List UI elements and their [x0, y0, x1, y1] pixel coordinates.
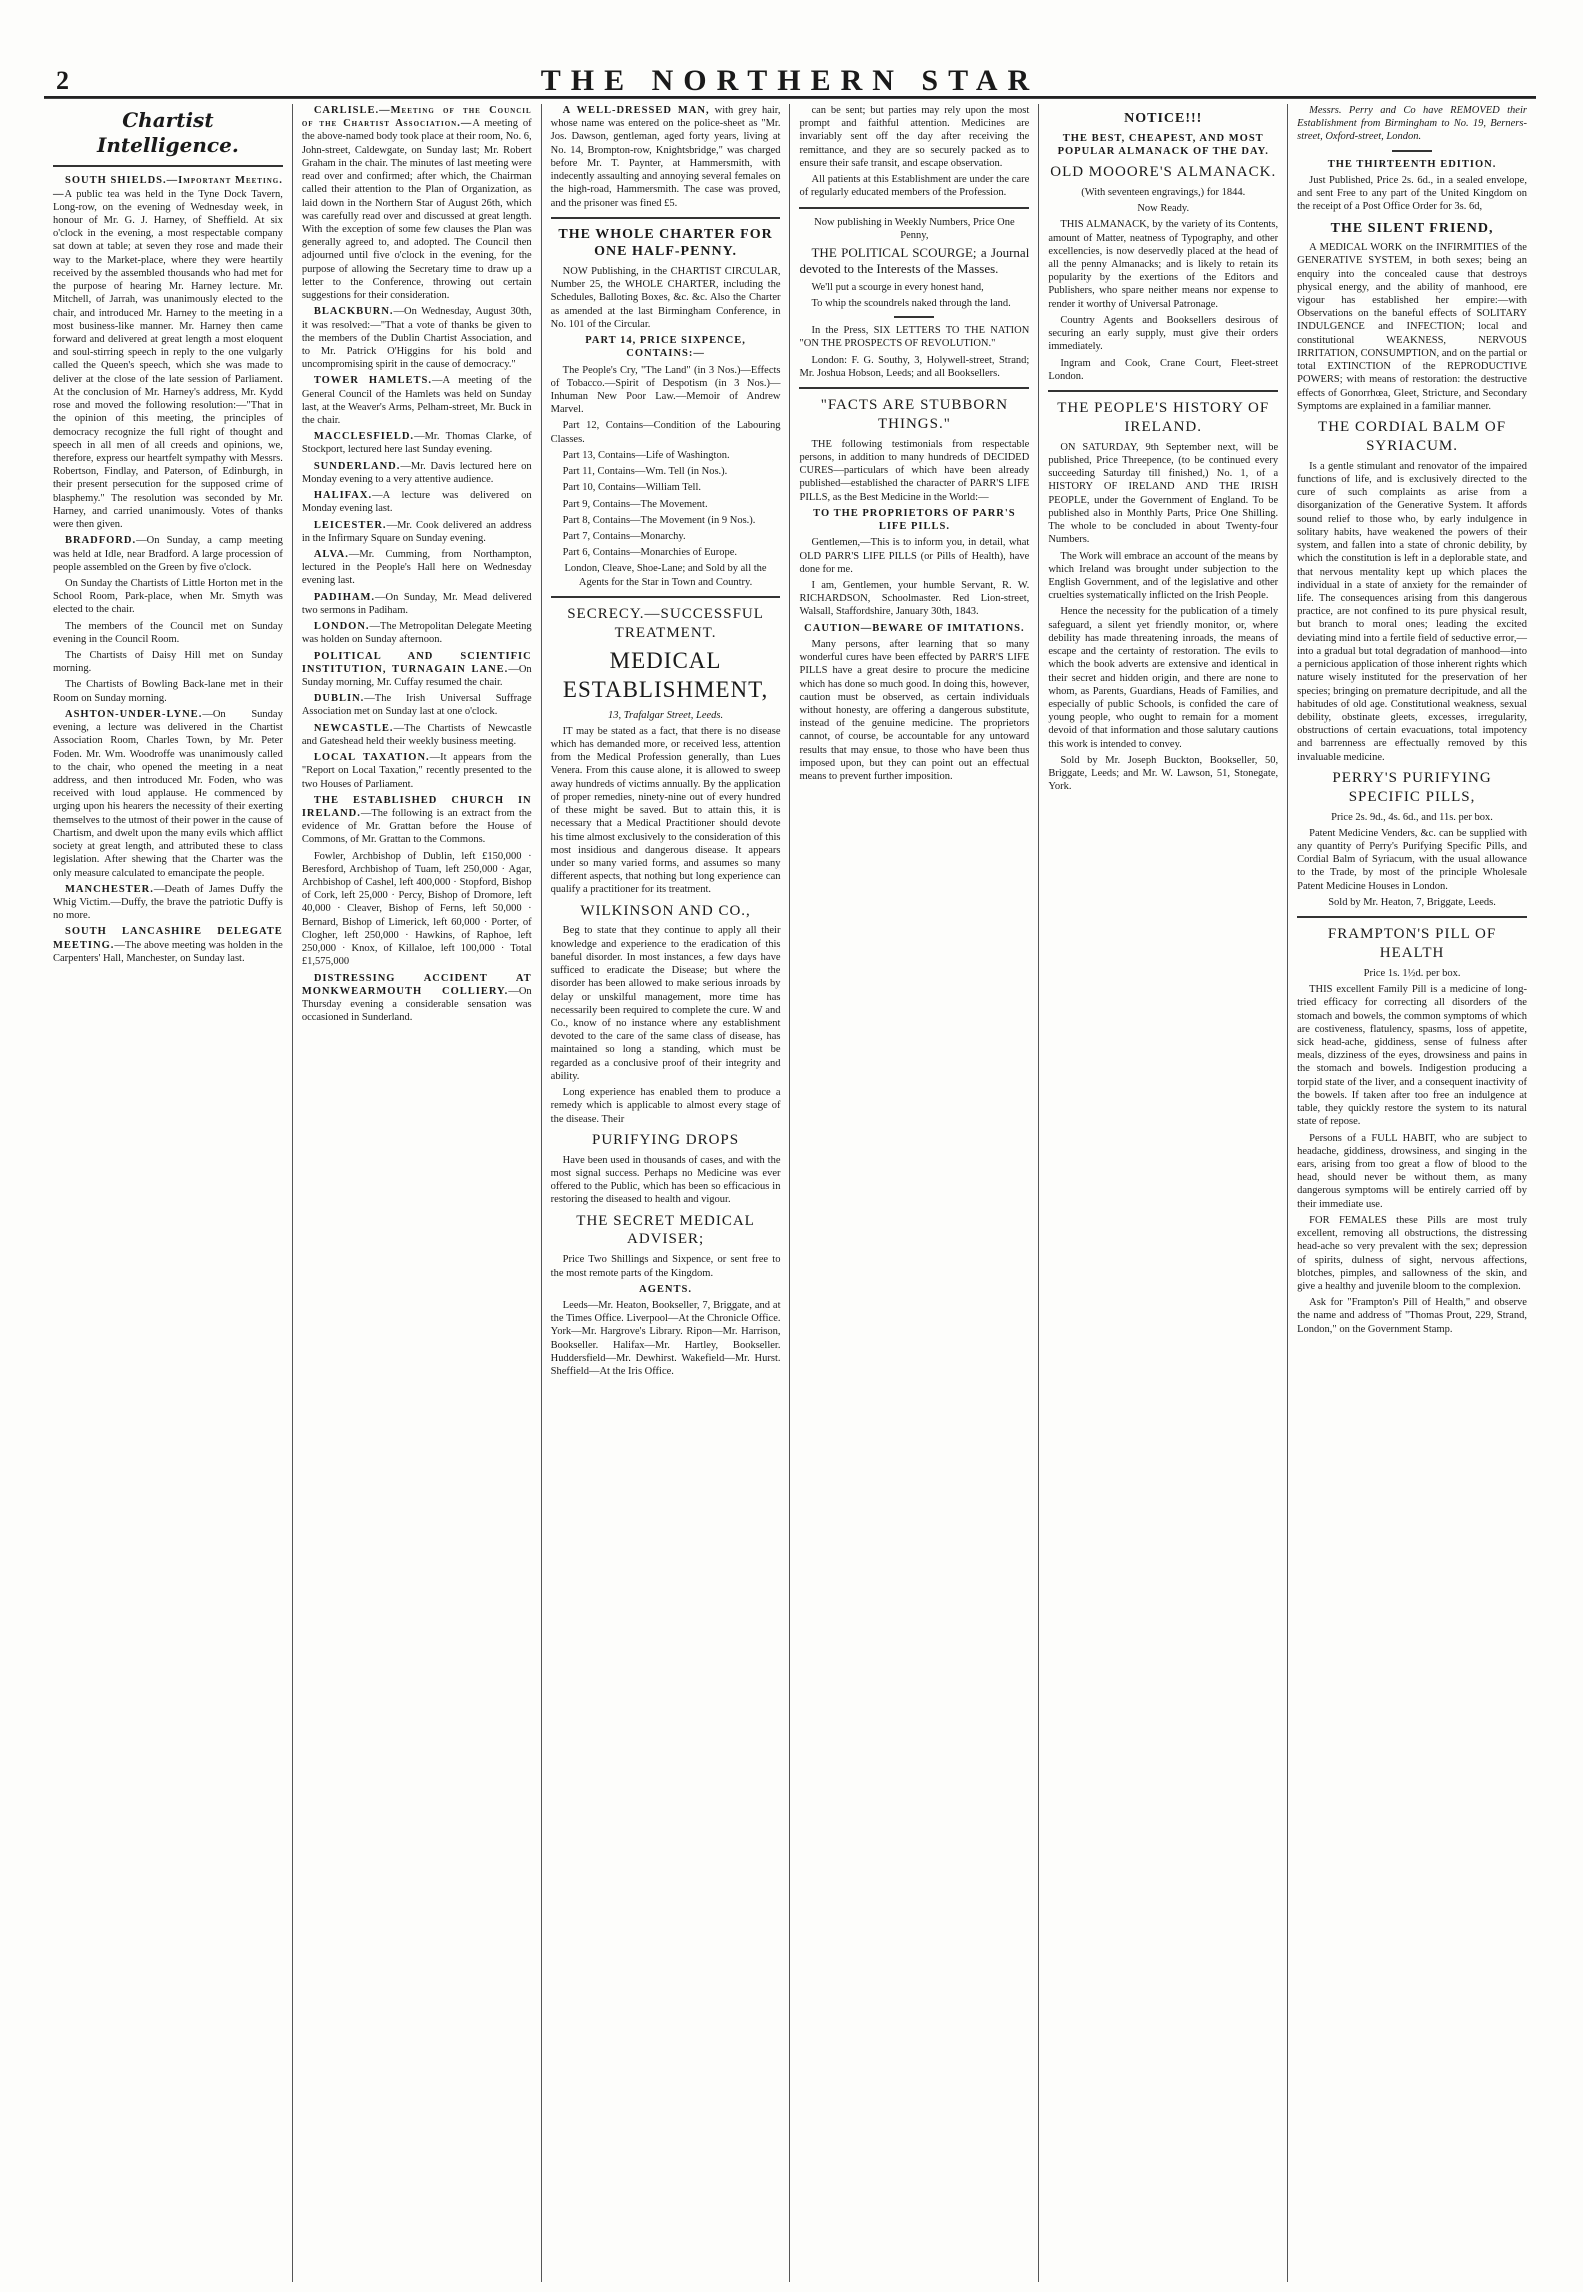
published-note: Just Published, Price 2s. 6d., in a sealed envelope, and sent Free to any part of the United Kingdom on the receipt of a Post Office Order for 3s. 6d,: [1297, 174, 1527, 213]
bishops-table: Fowler, Archbishop of Dublin, left £150,000 · Beresford, Archbishop of Tuam, left 250,000 · Agar, Archbishop of Cashel, left 400,000 · Stopford, Bishop of Cork, left 25,000 · Percy, Bishop of Dromore, left 40,000 · Cleaver, Bishop of Ferns, left 50,000 · Bernard, Bishop of Limerick, left 60,000 · Porter, of Clogher, left 250,000 · Hawkins, of Raphoe, left 250,000 · Knox, of Killaloe, left 100,000 · Total £1,575,000: [301, 850, 532, 968]
medical-kicker: SECRECY.—SUCCESSFUL TREATMENT.: [567, 605, 764, 641]
parr-caution: Many persons, after learning that so many wonderful cures have been effected by PARR'S LIFE PILLS have a great desire to procure the medicine which has done so much good. In doing this, however, caution must be observed, as certain individuals without honesty, are offering a dangerous substitute, instead of the genuine medicine. The proprietors cannot, of course, be accountable for any untoward results that may ensue, to those who have been thus imposed upon, but they can point out an effectual means to prevent further imposition.: [799, 638, 1030, 783]
article-council: The members of the Council met on Sunday evening in the Council Room.: [53, 620, 283, 645]
adviser-heading: THE SECRET MEDICAL ADVISER;: [576, 1212, 755, 1248]
newspaper-page: [44, 0, 1536, 2292]
charter-part: Part 6, Contains—Monarchies of Europe.: [562, 547, 738, 559]
article-carlisle: CARLISLE.—Meeting of the Council of the Chartist Association.—A meeting of the above-named body took place at their room, No. 6, John-street, Caldewgate, on Sunday last; Mr. Robert Graham in the chair. The minutes of last meeting were read over and confirmed; after which, the Chairman called their attention to the Plan of Organization, as laid down in the Northern Star of August 26th, which was carefully read over and discussed at great length. With the exception of some few clauses the Plan was generally agreed to, and adopted. The Council then adjourned until five o'clock in the evening, for the purpose of allowing the Secretary time to draw up a letter to the Conference, throwing out certain suggestions for their consideration.: [301, 105, 532, 302]
column-5: [1038, 104, 1287, 2282]
divider: [1392, 150, 1432, 152]
charter-part: Part 11, Contains—Wm. Tell (in Nos.).: [562, 466, 728, 478]
publishers: Sold by Mr. Joseph Buckton, Bookseller, 50, Briggate, Leeds; and Mr. W. Lawson, 51, Stonegate, York.: [1048, 754, 1279, 793]
article-halifax: HALIFAX.—A lecture was delivered on Monday evening last.: [301, 490, 532, 515]
article-monkwearmouth: DISTRESSING ACCIDENT AT MONKWEARMOUTH COLLIERY.—On Thursday evening a considerable sensation was occasioned in Sunderland.: [301, 972, 532, 1024]
article-newcastle: NEWCASTLE.—The Chartists of Newcastle and Gateshead held their weekly business meeting.: [301, 722, 532, 747]
silent-friend-excerpt: Hence the necessity for the publication of a timely safeguard, a silent yet friendly monitor, or, where debility has made threatening inroads, the means of escape and the certainty of restoration. The evils to which the book adverts are extensive and identical in their secret and hidden origin, and there are none to whom, as Parents, Guardians, Heads of Families, and especially of public Schools, is confided the care of young people, who ought to remain for a moment devoid of that information and those salutary cautions this work is intended to convey.: [1048, 606, 1279, 750]
frampton-body: THIS excellent Family Pill is a medicine of long-tried efficacy for correcting all disorders of the stomach and bowels, the common symptoms of which are costiveness, flatulency, spasms, loss of appetite, sick head-ache, giddiness, sense of fulness after meals, dizziness of the eyes, drowsiness and pains in the stomach and bowels. Indigestion producing a torpid state of the liver, and a consequent inactivity of the bowels. If taken after too free an indulgence at table, they quickly restore the system to its natural state of repose.: [1297, 984, 1527, 1128]
article-london: LONDON.—The Metropolitan Delegate Meeting was holden on Sunday afternoon.: [301, 621, 532, 646]
article-sunderland: SUNDERLAND.—Mr. Davis lectured here on Monday evening to a very attentive audience.: [301, 460, 532, 485]
charter-part-label: PART 14, PRICE SIXPENCE, CONTAINS:—: [585, 335, 746, 360]
masthead-rule: [44, 96, 1536, 99]
ireland-body-2: The Work will embrace an account of the means by which Ireland was brought under subjection to the English Government, and of the legislative and other cruelties systematically inflicted on the Irish People.: [1048, 550, 1279, 602]
column-3: [541, 104, 790, 2282]
parr-intro: THE following testimonials from respectable persons, in addition to many hundreds of DECIDED CURES—particulars of which have been already published—established the character of PARR'S LIFE PILLS, as the Best Medicine in the World:—: [799, 438, 1030, 503]
divider: [53, 165, 283, 167]
column-1: [44, 104, 292, 2282]
almanack-body: THIS ALMANACK, by the variety of its Contents, amount of Matter, neatness of Typography, and other excellencies, is now deservedly placed at the head of all the penny Almanacks; and is likely to retain its popularity by the exertions of the Editors and Publishers, who spare neither means nor expense to render it worthy of Universal Patronage.: [1048, 219, 1279, 310]
article-blackburn: BLACKBURN.—On Wednesday, August 30th, it was resolved:—"That a vote of thanks be given to the members of the Dublin Chartist Association, and to Mr. Patrick O'Higgins for his bold and uncompromising spirit in the cause of democracy.": [301, 306, 532, 371]
article-church-ireland: THE ESTABLISHED CHURCH IN IRELAND.—The following is an extract from the evidence of Mr. Grattan before the House of Commons, of Mr. Grattan to the Commons.: [301, 794, 532, 846]
column-2: [292, 104, 541, 2282]
divider: [551, 596, 781, 598]
almanack-publisher: Ingram and Cook, Crane Court, Fleet-street London.: [1048, 357, 1279, 382]
divider: [551, 217, 781, 219]
divider: [1048, 390, 1278, 392]
parr-heading: "FACTS ARE STUBBORN THINGS.": [820, 397, 1009, 432]
medical-heading: MEDICAL ESTABLISHMENT,: [562, 647, 769, 702]
article-ashton: ASHTON-UNDER-LYNE.—On Sunday evening, a lecture was delivered in the Chartist Association Room, Charles Town, by Mr. Peter Foden. Mr. Wm. Woodroffe was unanimously called to the chair, who opened the meeting in a neat address, and then introduced Mr. Foden, who was received with loud applause. He commenced by urging upon his hearers the necessity of their exerting themselves to the utmost of their power in the cause of Chartism, and dwelt upon the many evils which afflict society at great length, and attributed these to class legislation. After shewing that the Charter was the only measure calculated to emancipate the people.: [53, 708, 283, 879]
charter-part: Part 9, Contains—The Movement.: [562, 498, 708, 510]
scourge-intro: Now publishing in Weekly Numbers, Price One Penny,: [814, 216, 1015, 241]
article-well-dressed-man: A WELL-DRESSED MAN, with grey hair, whose name was entered on the police-sheet as "Mr. Jos. Dawson, gentleman, aged forty years, living at No. 14, Brompton-row, Knightsbridge," was charged before Mr. T. Paynter, at Hammersmith, with indecently assaulting and annoying several females on the high-road, Hammersmith. The case was proved, and the prisoner was fined £5.: [550, 105, 781, 209]
scourge-heading: THE POLITICAL SCOURGE; a Journal devoted to the Interests of the Masses.: [799, 244, 1030, 277]
article-leicester: LEICESTER.—Mr. Cook delivered an address in the Infirmary Square on Sunday evening.: [301, 519, 532, 544]
frampton-heading: FRAMPTON'S PILL OF HEALTH: [1327, 926, 1497, 962]
parr-letter: Gentlemen,—This is to inform you, in detail, what OLD PARR'S LIFE PILLS (or Pills of Health), have done for me.: [799, 537, 1030, 575]
charter-part: Part 12, Contains—Condition of the Labouring Classes.: [550, 420, 781, 445]
scourge-verse-1: We'll put a scourge in every honest hand,: [811, 281, 984, 293]
frampton-price: Price 1s. 1½d. per box.: [1363, 967, 1461, 979]
column-4: [789, 104, 1038, 2282]
specific-heading: PERRY'S PURIFYING SPECIFIC PILLS,: [1332, 769, 1492, 805]
article-local-taxation: LOCAL TAXATION.—It appears from the "Report on Local Taxation," recently presented to the two Houses of Parliament.: [301, 752, 532, 790]
divider: [799, 387, 1029, 389]
agents-list: Leeds—Mr. Heaton, Bookseller, 7, Briggate, and at the Times Office. Liverpool—At the Chronicle Office. York—Mr. Hargrove's Library. Ripon—Mr. Harrison, Bookseller. Halifax—Mr. Hartley, Bookseller. Huddersfield—Mr. Dewhirst. Wakefield—Mr. Hurst. Sheffield—At the Iris Office.: [550, 1299, 781, 1378]
cordial-heading: THE CORDIAL BALM OF SYRIACUM.: [1318, 419, 1507, 454]
section-heading: Chartist Intelligence.: [97, 108, 239, 158]
charter-ad-heading: THE WHOLE CHARTER FOR ONE HALF-PENNY.: [558, 226, 773, 260]
cordial-body: Is a gentle stimulant and renovator of the impaired functions of life, and is exclusively directed to the cure of such complaints as arise from a disorganization of the Generative System. It affords sound relief to those who, by early indulgence in solitary habits, have weakened the powers of their system, and fallen into a state of chronic debility, by which the constitution is left in a deplorable state, and that nervous mentality kept up which places the individual in a state of anxiety for the remainder of life. The consequences arising from this dangerous practice, are not confined to its pure physical result, but branch to moral ones; leading the excited deviating mind into a fertile field of seductive error,—into a gradual but total degradation of manhood—into a pernicious application of those inherent rights which nature wisely instituted for the preservation of her species; bringing on premature decripitude, and all the habitudes of old age. Constitutional weakness, sexual debility, obstinate gleets, excesses, irregularity, obstructions of certain evacuations, total impotency and barrenness are effectually removed by this invaluable medicine.: [1297, 460, 1527, 763]
adviser-body: Price Two Shillings and Sixpence, or sent free to the most remote parts of the Kingdom.: [550, 1254, 781, 1279]
charter-part: Part 7, Contains—Monarchy.: [562, 530, 686, 542]
notice-heading: NOTICE!!!: [1124, 111, 1203, 126]
newspaper-title: THE NORTHERN STAR: [540, 64, 1040, 97]
page-number: 2: [56, 66, 69, 95]
article-macclesfield: MACCLESFIELD.—Mr. Thomas Clarke, of Stockport, lectured here last Sunday evening.: [301, 431, 532, 456]
medical-body-2: Beg to state that they continue to apply all their knowledge and experience to the eradication of this baneful disorder. In most instances, a few days have sufficed to eradicate the Disease; but where the disorder has been allowed to make serious inroads by delay or unskilful management, more time has necessarily been required to complete the cure. W and Co., know of no instance where any establishment devoted to the care of the same class of disease, has maintained so long a standing, which must be regarded as a conclusive proof of their integrity and ability.: [550, 925, 781, 1082]
scourge-address: London: F. G. Southy, 3, Holywell-street, Strand; Mr. Joshua Hobson, Leeds; and all Booksellers.: [799, 354, 1030, 379]
article-alva: ALVA.—Mr. Cumming, from Northampton, lectured in the People's Hall here on Wednesday evening last.: [301, 549, 532, 587]
charter-part: Part 8, Contains—The Movement (in 9 Nos.).: [562, 514, 756, 526]
medical-body: IT may be stated as a fact, that there is no disease which has demanded more, or received less, attention from the Medical Profession generally, than Lues Venera. From this cause alone, it is allowed to sweep away hundreds of victims annually. By the application of proper remedies, ninety-nine out of every hundred of these might be saved. But to attain this, it is necessary that a Medical Practitioner should devote his time almost exclusively to the consideration of this most insidious and dangerous disease. It appears under so many varied forms, and assumes so many different aspects, that nothing but long experience can qualify a practitioner for its treatment.: [550, 725, 781, 896]
parr-caution-heading: CAUTION—BEWARE OF IMITATIONS.: [804, 622, 1025, 634]
drops-body: Have been used in thousands of cases, and with the most signal success. Perhaps no Medicine was ever offered to the Public, which has been so efficacious in restoring the diseased to health and vigour.: [550, 1154, 781, 1206]
charter-ad-body: NOW Publishing, in the CHARTIST CIRCULAR, Number 25, the WHOLE CHARTER, including the Schedules, Balloting Boxes, &c. &c. Also the Charter as amended at the last Birmingham Conference, in No. 101 of the Circular.: [550, 266, 781, 330]
article-daisy-hill: The Chartists of Daisy Hill met on Sunday morning.: [53, 650, 283, 675]
medical-continued-2: All patients at this Establishment are under the care of regularly educated members of the Profession.: [799, 174, 1030, 199]
almanack-agents: Country Agents and Booksellers desirous of securing an early supply, must give their orders immediately.: [1048, 314, 1279, 353]
charter-part-text: The People's Cry, "The Land" (in 3 Nos.)—Effects of Tobacco.—Spirit of Despotism (in 3 Nos.)—Inhuman New Poor Law.—Memoir of Andrew Marvel.: [550, 364, 781, 416]
parr-to-label: TO THE PROPRIETORS OF PARR'S LIFE PILLS.: [813, 507, 1016, 533]
divider: [799, 207, 1029, 209]
article-manchester: MANCHESTER.—Death of James Duffy the Whig Victim.—Duffy, the brave the patriotic Duffy is no more.: [53, 883, 283, 922]
almanack-subtitle: (With seventeen engravings,) for 1844.: [1081, 186, 1246, 198]
frampton-full-habit: Persons of a FULL HABIT, who are subject to headache, giddiness, drowsiness, and singing in the ears, arising from too great a flow of blood to the head, should never be without them, as many dangerous symptoms will be entirely carried off by their immediate use.: [1297, 1132, 1527, 1210]
scourge-press: In the Press, SIX LETTERS TO THE NATION "ON THE PROSPECTS OF REVOLUTION.": [799, 325, 1030, 350]
divider: [1297, 916, 1527, 918]
column-6: [1287, 104, 1536, 2282]
article-tower-hamlets: TOWER HAMLETS.—A meeting of the General Council of the Hamlets was held on Sunday last, at the Weaver's Arms, Pelham-street, Mr. Buck in the chair.: [301, 375, 532, 427]
article-south-shields: SOUTH SHIELDS.—Important Meeting.—A public tea was held in the Tyne Dock Tavern, Long-row, on the evening of Wednesday week, in honour of Mr. G. J. Harney, of Sheffield. At six o'clock in the evening, a most respectable company sat down at table; at seven they rose and made their way to the Market-place, where they were heartily received by the assembled thousands who had met for the purpose of hearing Mr. Harney lecture. Mr. Mitchell, of Jarrah, was unanimously elected to the chair, and introduced Mr. Harney to the meeting in a most business-like manner. Mr. Harney then came forward and delivered at great length a most eloquent and soul-stirring speech in reply to the one vulgarly called the Queen's speech, which she was made to deliver at the close of the late session of Parliament. At the conclusion of Mr. Harney's address, Mr. Kydd rose and moved the following resolution:—"That in the opinion of this meeting, the principles of democracy recognize the full right of thought and speech in all men of all creeds and opinions, we, therefore, express our heartfelt sympathy with Messrs. Robertson, Findlay, and Paterson, of Edinburgh, in their present persecution for the supposed crime of blasphemy." The resolution was seconded by Mr. Harney, and carried unanimously. Votes of thanks were then given.: [53, 175, 283, 531]
article-bradford: BRADFORD.—On Sunday, a camp meeting was held at Idle, near Bradford. A large procession of people assembled on the Green by five o'clock.: [53, 535, 283, 573]
almanack-title: OLD MOOORE'S ALMANACK.: [1050, 164, 1277, 181]
divider: [894, 316, 934, 318]
medical-firm: WILKINSON AND CO.,: [580, 902, 751, 919]
wholesale-note: Patent Medicine Venders, &c. can be supplied with any quantity of Perry's Purifying Specific Pills, and Cordial Balm of Syriacum, with the usual allowance to the Trade, by most of the principle Wholesale Patent Medicine Houses in London.: [1297, 827, 1527, 892]
ireland-heading: THE PEOPLE'S HISTORY OF IRELAND.: [1057, 400, 1270, 435]
frampton-closing: Ask for "Frampton's Pill of Health," and observe the name and address of "Thomas Prout, 229, Strand, London," on the Government Stamp.: [1297, 1297, 1527, 1335]
notice-kicker: THE BEST, CHEAPEST, AND MOST POPULAR ALMANACK OF THE DAY.: [1057, 132, 1269, 157]
medical-body-3: Long experience has enabled them to produce a remedy which is applicable to almost every stage of the disease. Their: [550, 1087, 781, 1125]
perry-removed: Messrs. Perry and Co have REMOVED their Establishment from Birmingham to No. 19, Berners-street, Oxford-street, London.: [1297, 105, 1527, 143]
masthead: [44, 0, 1536, 97]
article-dublin: DUBLIN.—The Irish Universal Suffrage Association met on Sunday last at one o'clock.: [301, 693, 532, 718]
frampton-females: FOR FEMALES these Pills are most truly excellent, removing all obstructions, the distressing head-ache so very prevalent with the sex; depression of spirits, dulness of sight, nervous affections, blotches, pimples, and sallowness of the skin, and give a healthy and juvenile bloom to the complexion.: [1297, 1214, 1527, 1292]
sold-by: Sold by Mr. Heaton, 7, Briggate, Leeds.: [1328, 896, 1496, 908]
charter-part: Part 10, Contains—William Tell.: [562, 482, 702, 494]
scourge-verse-2: To whip the scoundrels naked through the land.: [811, 297, 1011, 309]
agents-label: AGENTS.: [639, 1283, 692, 1295]
ireland-body: ON SATURDAY, 9th September next, will be published, Price Threepence, (to be continued every succeeding Saturday till finished,) No. 1, of a HISTORY OF IRELAND AND THE IRISH PEOPLE, under the Government of England. To be published also in Monthly Parts, Price One Shilling. The whole to be concluded in about Twenty-four Numbers.: [1048, 441, 1279, 546]
drops-heading: PURIFYING DROPS: [592, 1131, 740, 1148]
almanack-ready: Now Ready.: [1137, 203, 1190, 215]
medical-address: 13, Trafalgar Street, Leeds.: [608, 709, 724, 721]
silent-friend-body: A MEDICAL WORK on the INFIRMITIES of the GENERATIVE SYSTEM, in both sexes; being an enquiry into the concealed cause that destroys physical energy, and the ability of manhood, ere vigour has established her empire:—with Observations on the baneful effects of SOLITARY INDULGENCE and INFECTION; local and constitutional WEAKNESS, NERVOUS IRRITATION, CONSUMPTION, and on the partial or total EXTINCTION of the REPRODUCTIVE POWERS; with means of restoration: the destructive effects of Gonorrhœa, Gleet, Stricture, and Secondary Symptoms are explained in a familiar manner.: [1297, 242, 1527, 412]
columns: [44, 104, 1536, 2282]
edition-label: THE THIRTEENTH EDITION.: [1327, 158, 1497, 170]
article-bowling: The Chartists of Bowling Back-lane met in their Room on Sunday morning.: [53, 679, 283, 704]
article-turnagain: POLITICAL AND SCIENTIFIC INSTITUTION, TURNAGAIN LANE.—On Sunday morning, Mr. Cuffay resumed the chair.: [301, 650, 532, 688]
charter-footer: London, Cleave, Shoe-Lane; and Sold by all the Agents for the Star in Town and Country.: [564, 563, 767, 588]
silent-friend-heading: THE SILENT FRIEND,: [1330, 220, 1494, 236]
specific-price: Price 2s. 9d., 4s. 6d., and 11s. per box.: [1331, 811, 1493, 823]
article-little-horton: On Sunday the Chartists of Little Horton met in the School Room, Park-place, when Mr. Smyth was elected to the chair.: [53, 577, 283, 616]
article-south-lancashire: SOUTH LANCASHIRE DELEGATE MEETING.—The above meeting was holden in the Carpenters' Hall, Manchester, on Sunday last.: [53, 926, 283, 964]
charter-part: Part 13, Contains—Life of Washington.: [562, 449, 730, 461]
article-padiham: PADIHAM.—On Sunday, Mr. Mead delivered two sermons in Padiham.: [301, 591, 532, 616]
parr-signoff: I am, Gentlemen, your humble Servant, R. W. RICHARDSON, Schoolmaster. Red Lion-street, Walsall, Staffordshire, January 30th, 1843.: [799, 580, 1030, 618]
medical-continued: can be sent; but parties may rely upon the most prompt and faithful attention. Medicines are invariably sent off the day after receiving the remittance, and they are so securely packed as to ensure their safe transit, and escape observation.: [799, 105, 1030, 169]
